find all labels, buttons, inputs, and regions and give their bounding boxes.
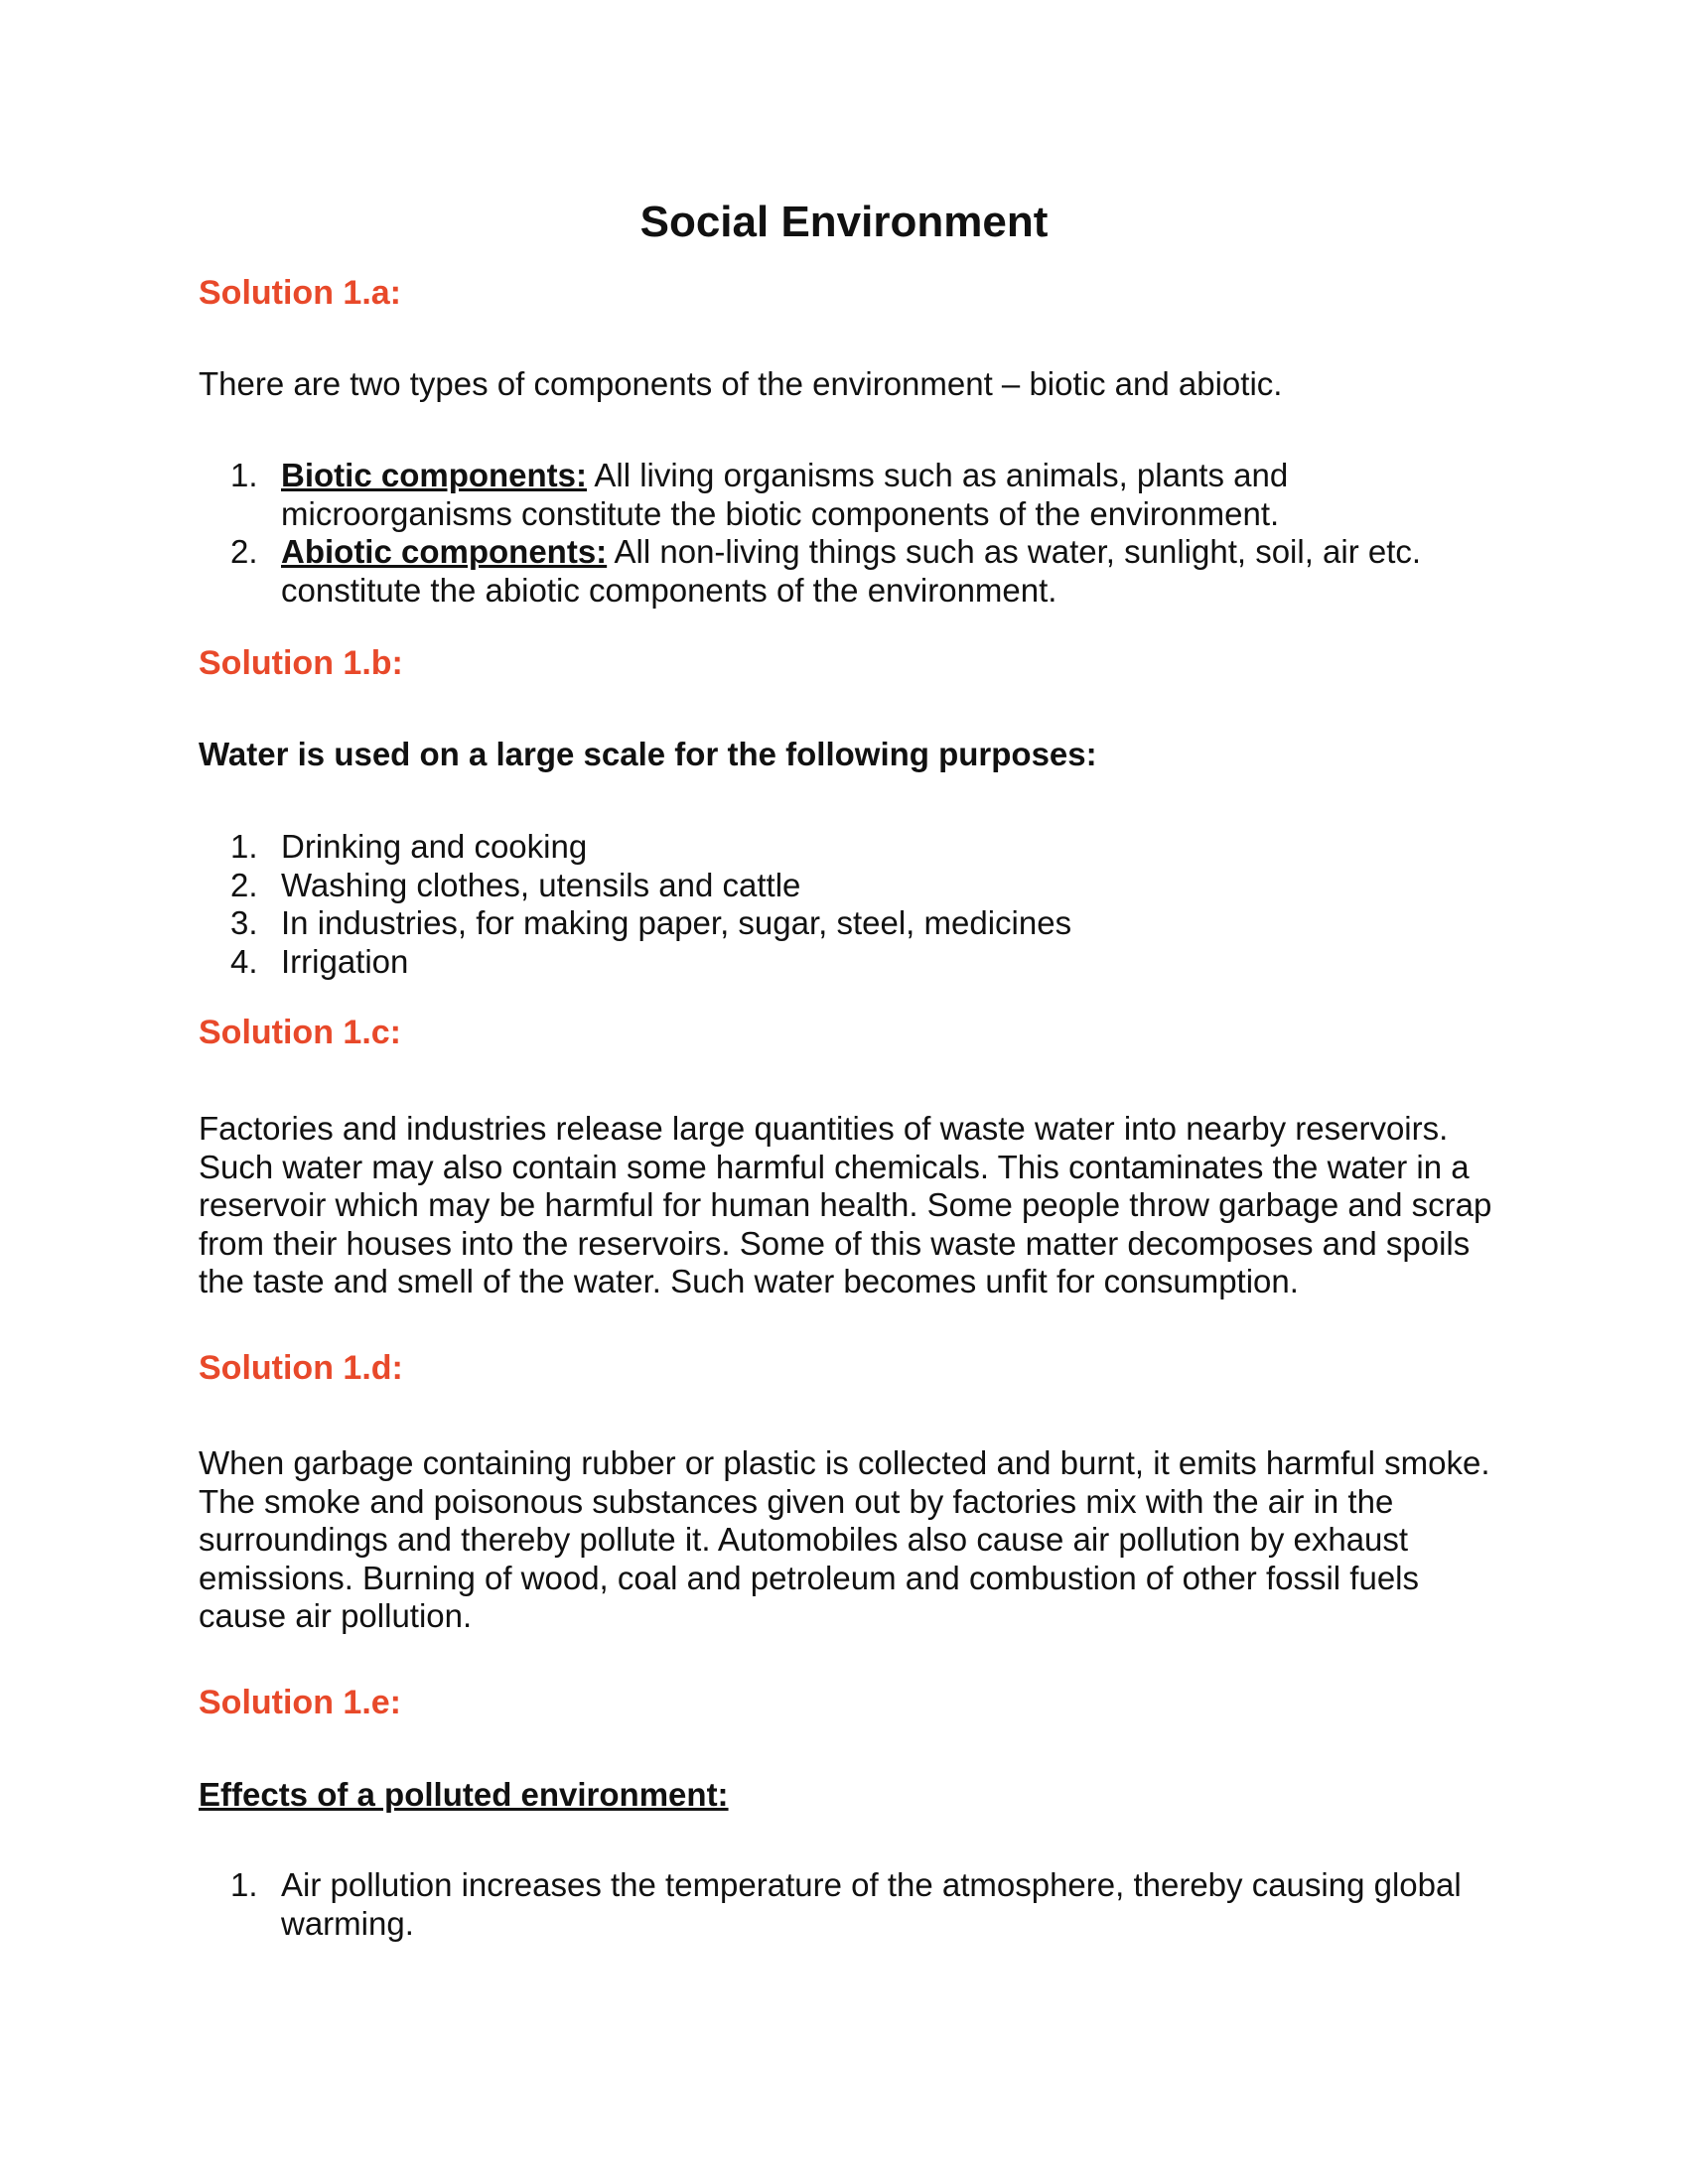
list-item [199, 943, 1499, 982]
list-number: 2. [230, 866, 258, 903]
list-number: 1. [230, 457, 258, 493]
abiotic-term: Abiotic components: [281, 533, 608, 570]
list-number: 1. [230, 1866, 258, 1903]
solution-1a-intro: There are two types of components of the environment – biotic and abiotic. [199, 365, 1283, 402]
solution-1b-heading: Solution 1.b: [199, 644, 403, 682]
abiotic-definition: All non-living things such as water, sunlight, soil, air etc. constitute the abiotic components of the environment. [281, 533, 1422, 609]
list-item [199, 533, 1499, 610]
solution-1b-lead: Water is used on a large scale for the following purposes: [199, 736, 1097, 772]
list-item [199, 867, 1499, 905]
pollution-effects-list [199, 1866, 1499, 1943]
list-item [199, 904, 1499, 943]
water-uses-list [199, 828, 1499, 981]
biotic-definition: All living organisms such as animals, plants and microorganisms constitute the biotic components of the environment. [281, 457, 1289, 532]
solution-1a-heading: Solution 1.a: [199, 274, 401, 312]
solution-1c-body: Factories and industries release large quantities of waste water into nearby reservoirs. Such water may also contain some harmful chemicals. This contaminates the water in a reservoir which may be harmful for human health. Some people throw garbage and scrap from their houses into the reservoirs. Some of this waste matter decomposes and spoils the taste and smell of the water. Such water becomes unfit for consumption. [199, 1110, 1492, 1299]
solution-1e-lead: Effects of a polluted environment: [199, 1776, 729, 1813]
list-number: 3. [230, 904, 258, 941]
list-number: 1. [230, 828, 258, 865]
list-item [199, 1866, 1499, 1943]
page-title: Social Environment [639, 198, 1049, 246]
list-item-text: Drinking and cooking [281, 828, 588, 865]
list-item-text: In industries, for making paper, sugar, steel, medicines [281, 904, 1072, 941]
components-list [199, 457, 1499, 610]
list-item-text: Washing clothes, utensils and cattle [281, 866, 801, 903]
list-item [199, 457, 1499, 533]
solution-1c-heading: Solution 1.c: [199, 1014, 401, 1051]
list-number: 4. [230, 942, 258, 980]
solution-1d-heading: Solution 1.d: [199, 1349, 403, 1387]
list-item-text: Air pollution increases the temperature of the atmosphere, thereby causing global warming. [281, 1866, 1462, 1942]
list-item [199, 828, 1499, 867]
biotic-term: Biotic components: [281, 457, 588, 493]
list-item-text: Irrigation [281, 942, 409, 980]
solution-1d-body: When garbage containing rubber or plastic is collected and burnt, it emits harmful smoke. The smoke and poisonous substances given out by factories mix with the air in the surroundings and thereby pollute it. Automobiles also cause air pollution by exhaust emissions. Burning of wood, coal and petroleum and combustion of other fossil fuels cause air pollution. [199, 1444, 1490, 1634]
solution-1e-heading: Solution 1.e: [199, 1684, 401, 1721]
list-number: 2. [230, 533, 258, 570]
